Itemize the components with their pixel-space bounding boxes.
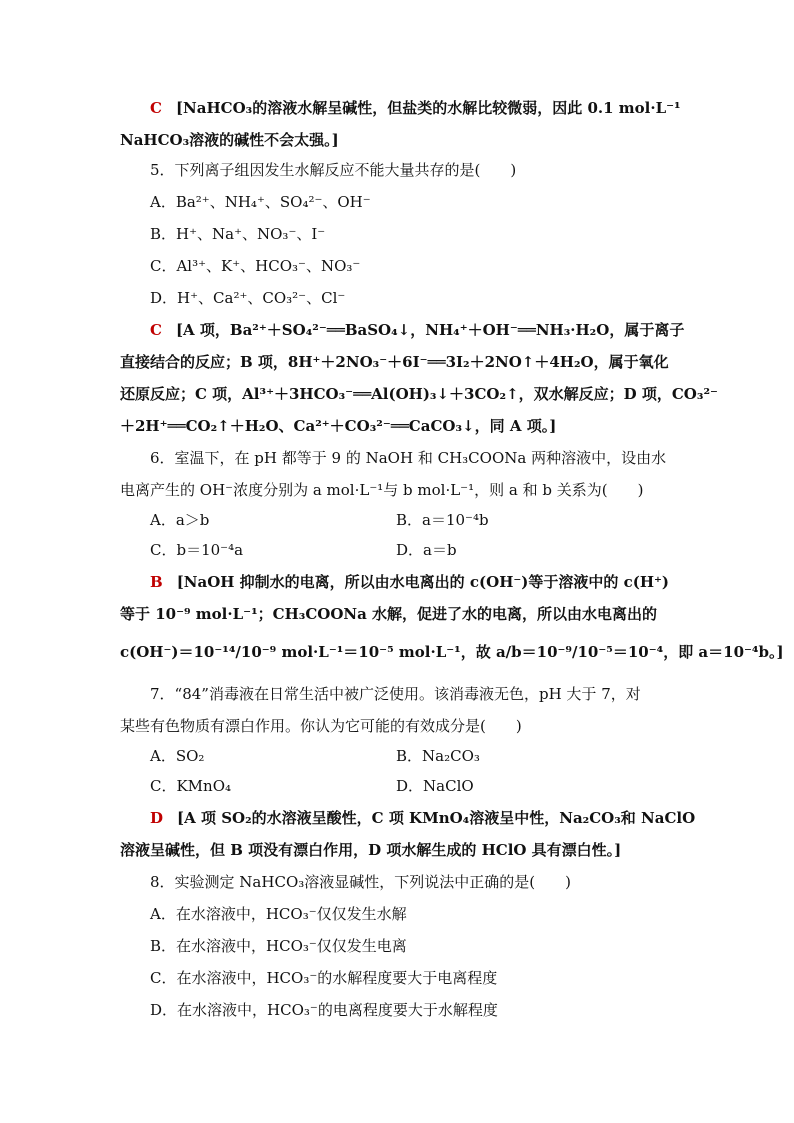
question-6-option-a: A．a＞b	[150, 511, 210, 529]
question-7-option-a: A．SO₂	[150, 747, 205, 765]
question-5-option-c: C．Al³⁺、K⁺、HCO₃⁻、NO₃⁻	[150, 257, 361, 275]
question-7-stem-line-1: 7．“84”消毒液在日常生活中被广泛使用。该消毒液无色，pH 大于 7，对	[150, 685, 641, 703]
answer-6-line-1	[150, 572, 669, 592]
question-8-stem: 8．实验测定 NaHCO₃溶液显碱性，下列说法中正确的是( )	[150, 873, 571, 891]
answer-5-line-3: 还原反应；C 项，Al³⁺＋3HCO₃⁻══Al(OH)₃↓＋3CO₂↑，双水解反应；D 项，CO₃²⁻	[120, 385, 718, 403]
answer-letter: D	[150, 809, 164, 827]
question-8-option-b: B．在水溶液中，HCO₃⁻仅仅发生电离	[150, 937, 407, 955]
answer-7-line-1	[150, 808, 695, 828]
question-6-stem-line-2: 电离产生的 OH⁻浓度分别为 a mol·L⁻¹与 b mol·L⁻¹，则 a 和 b 关系为( )	[120, 481, 644, 499]
question-5-option-b: B．H⁺、Na⁺、NO₃⁻、I⁻	[150, 225, 326, 243]
question-6-option-d: D．a＝b	[396, 541, 457, 559]
answer-5-line-1	[150, 320, 684, 340]
question-6-stem-line-1: 6．室温下，在 pH 都等于 9 的 NaOH 和 CH₃COONa 两种溶液中，设由水	[150, 449, 667, 467]
question-7-option-d: D．NaClO	[396, 777, 474, 795]
answer-4-line-1	[150, 98, 681, 118]
question-8-option-a: A．在水溶液中，HCO₃⁻仅仅发生水解	[150, 905, 407, 923]
explanation-text: [A 项，Ba²⁺＋SO₄²⁻══BaSO₄↓，NH₄⁺＋OH⁻══NH₃·H₂O，属于离子	[175, 321, 685, 339]
question-7-option-b: B．Na₂CO₃	[396, 747, 480, 765]
question-6-option-b: B．a＝10⁻⁴b	[396, 511, 489, 529]
answer-5-line-4: ＋2H⁺══CO₂↑＋H₂O、Ca²⁺＋CO₃²⁻══CaCO₃↓，同 A 项。]	[120, 417, 557, 435]
answer-letter: C	[150, 99, 162, 117]
answer-letter: B	[150, 573, 163, 591]
answer-5-line-2: 直接结合的反应；B 项，8H⁺＋2NO₃⁻＋6I⁻══3I₂＋2NO↑＋4H₂O，属于氧化	[120, 353, 669, 371]
answer-7-line-2: 溶液呈碱性，但 B 项没有漂白作用，D 项水解生成的 HClO 具有漂白性。]	[120, 841, 622, 859]
question-7-stem-line-2: 某些有色物质有漂白作用。你认为它可能的有效成分是( )	[120, 717, 522, 735]
explanation-text: [A 项 SO₂的水溶液呈酸性，C 项 KMnO₄溶液呈中性，Na₂CO₃和 NaClO	[177, 809, 696, 827]
question-5-option-d: D．H⁺、Ca²⁺、CO₃²⁻、Cl⁻	[150, 289, 346, 307]
question-8-option-c: C．在水溶液中，HCO₃⁻的水解程度要大于电离程度	[150, 969, 498, 987]
answer-letter: C	[150, 321, 162, 339]
question-8-option-d: D．在水溶液中，HCO₃⁻的电离程度要大于水解程度	[150, 1001, 498, 1019]
answer-6-line-2: 等于 10⁻⁹ mol·L⁻¹；CH₃COONa 水解，促进了水的电离，所以由水电离出的	[120, 605, 658, 623]
question-7-option-c: C．KMnO₄	[150, 777, 232, 795]
answer-6-line-3: c(OH⁻)＝10⁻¹⁴/10⁻⁹ mol·L⁻¹＝10⁻⁵ mol·L⁻¹，故 a/b＝10⁻⁹/10⁻⁵＝10⁻⁴，即 a＝10⁻⁴b。]	[120, 643, 784, 661]
question-5-option-a: A．Ba²⁺、NH₄⁺、SO₄²⁻、OH⁻	[150, 193, 371, 211]
explanation-text: [NaOH 抑制水的电离，所以由水电离出的 c(OH⁻)等于溶液中的 c(H⁺)	[176, 573, 670, 591]
question-5-stem: 5．下列离子组因发生水解反应不能大量共存的是( )	[150, 161, 517, 179]
question-6-option-c: C．b＝10⁻⁴a	[150, 541, 244, 559]
answer-4-line-2: NaHCO₃溶液的碱性不会太强。]	[120, 131, 339, 149]
explanation-text: [NaHCO₃的溶液水解呈碱性，但盐类的水解比较微弱，因此 0.1 mol·L⁻¹	[175, 99, 681, 117]
